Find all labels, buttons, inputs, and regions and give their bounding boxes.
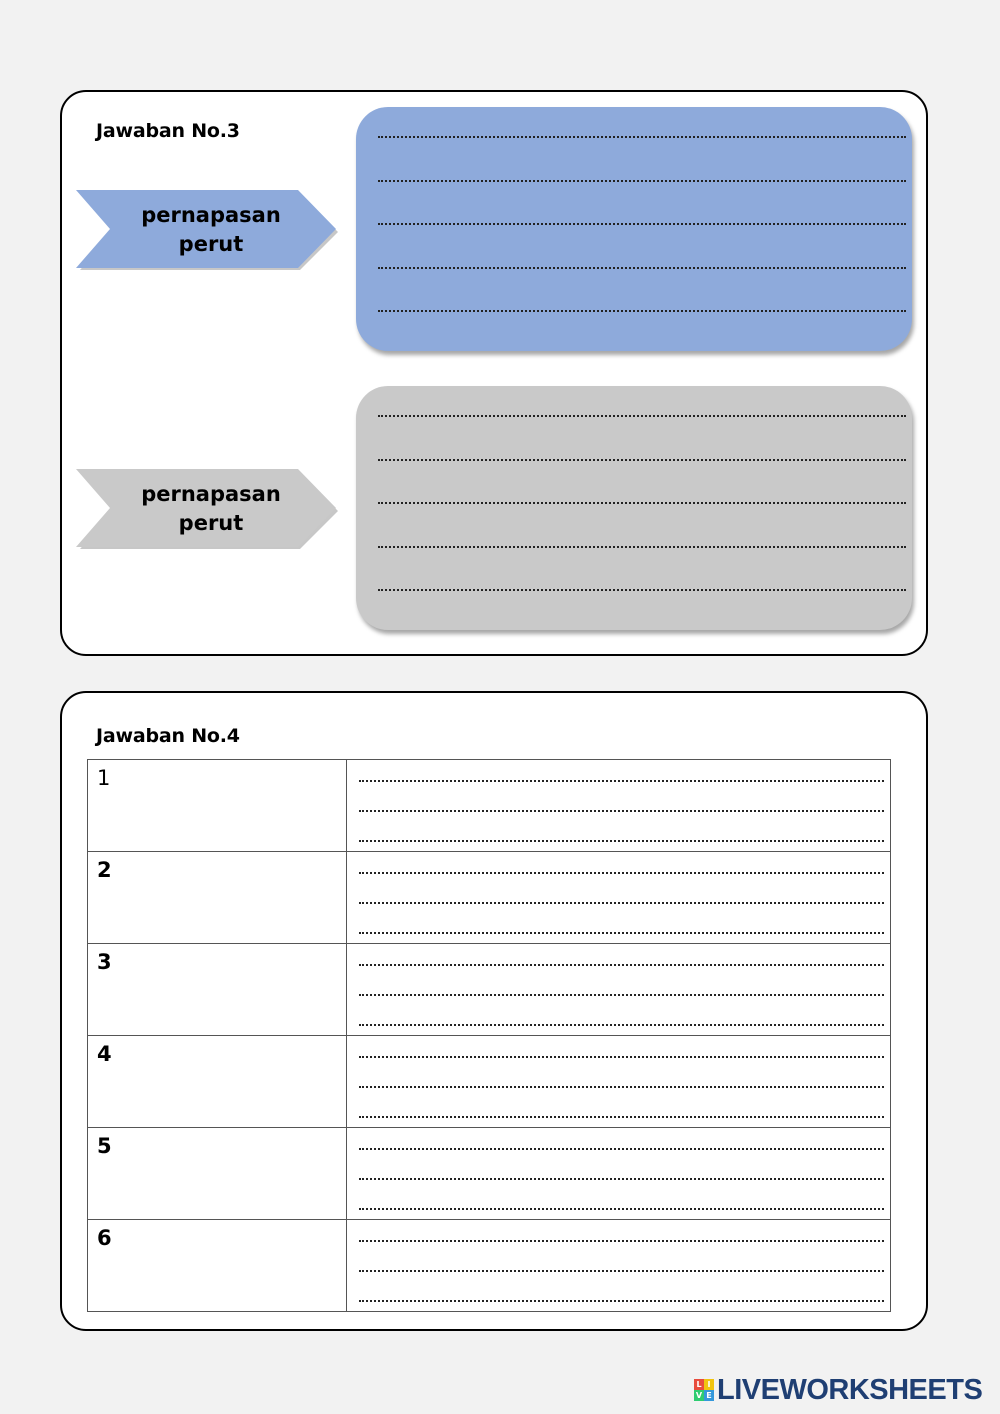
answer-box-blue[interactable] [356,107,912,351]
answer-cell[interactable] [347,852,891,944]
chevron-label-line2: perut [178,511,244,535]
table-row [88,852,891,944]
answer-line[interactable] [378,180,906,182]
row-number: 5 [97,1134,112,1158]
table-row [88,1128,891,1220]
answer-line[interactable] [378,502,906,504]
table-row [88,944,891,1036]
chevron-label-line1: pernapasan [141,482,281,506]
answer-line[interactable] [378,267,906,269]
row-number: 6 [97,1226,112,1250]
answer-line[interactable] [378,546,906,548]
answer-line[interactable] [378,459,906,461]
answer-line[interactable] [378,223,906,225]
chevron-label-1 [76,190,338,270]
answer-cell[interactable] [347,1128,891,1220]
answer-box-gray[interactable] [356,386,912,630]
row-number: 1 [97,766,111,790]
logo-text: LIVEWORKSHEETS [717,1373,983,1406]
answer-table [87,759,891,1312]
answer-cell[interactable] [347,1220,891,1312]
liveworksheets-logo[interactable] [694,1374,982,1406]
answer-line[interactable] [378,589,906,591]
table-row [88,1036,891,1128]
answer-cell[interactable] [347,944,891,1036]
answer-panel-3 [60,90,928,656]
answer-line[interactable] [378,310,906,312]
table-row [88,760,891,852]
answer-line[interactable] [378,136,906,138]
chevron-label-2 [76,469,338,549]
chevron-label-line2: perut [178,232,244,256]
row-number: 3 [97,950,112,974]
section-title-4: Jawaban No.4 [96,725,240,747]
table-row [88,1220,891,1312]
answer-panel-4 [60,691,928,1331]
chevron-label-line1: pernapasan [141,203,281,227]
answer-line[interactable] [378,415,906,417]
row-number: 4 [97,1042,112,1066]
answer-cell[interactable] [347,1036,891,1128]
answer-cell[interactable] [347,760,891,852]
row-number: 2 [97,858,112,882]
logo-mark-icon: L I V E [694,1379,714,1401]
section-title-3: Jawaban No.3 [96,120,240,142]
